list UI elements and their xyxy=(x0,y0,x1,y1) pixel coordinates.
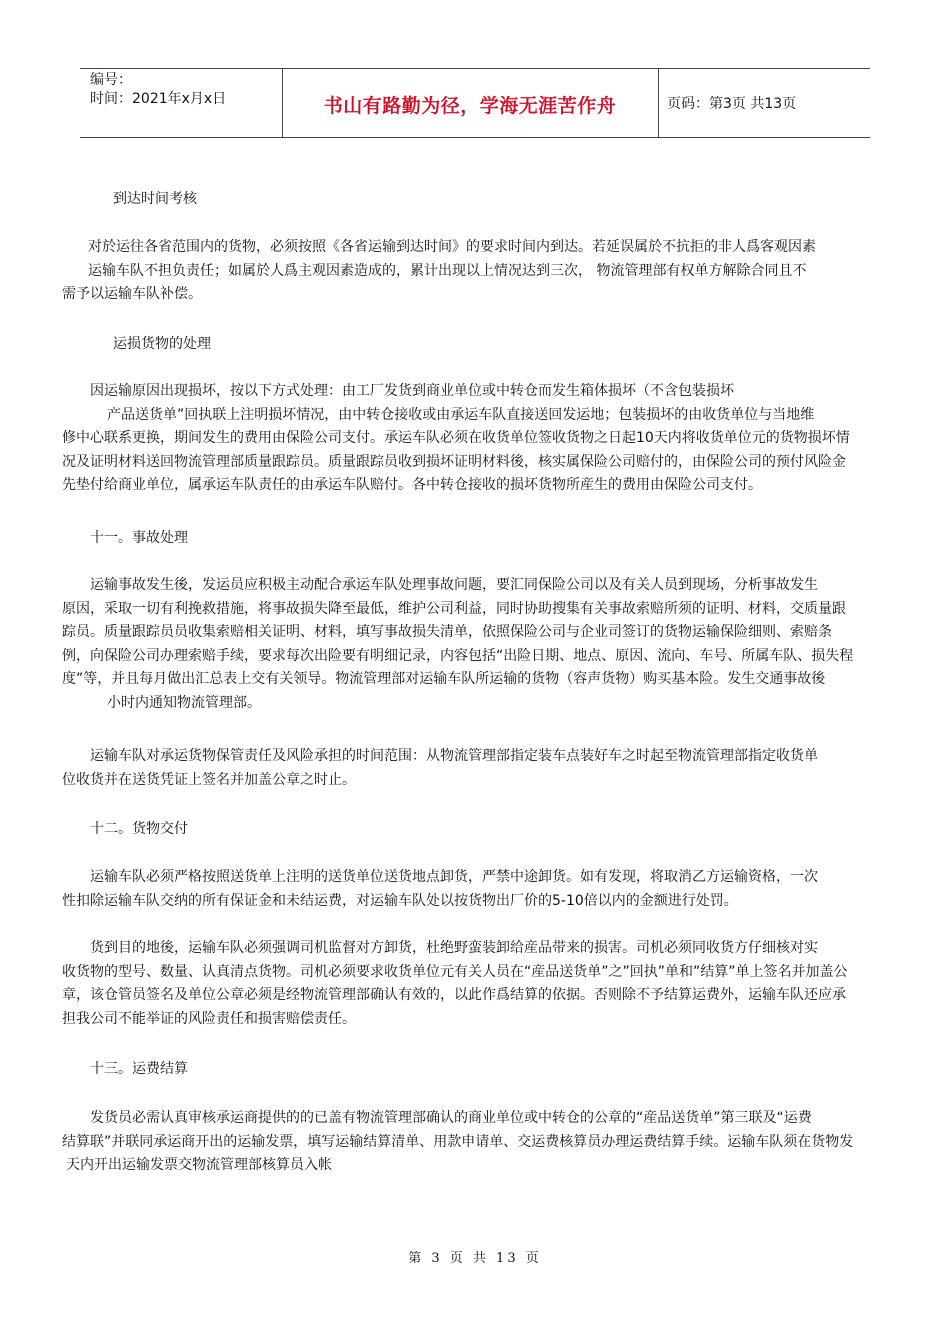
text-line: 例，向保险公司办理索赔手续，要求每次出险要有明细记录，内容包括“出险日期、地点、原因、流向、车号、所属车队、损失程 xyxy=(62,647,854,664)
paragraph-arrival xyxy=(62,236,816,307)
section-title-settlement: 十三。运费结算 xyxy=(90,1061,188,1077)
document-number-label: 编号： xyxy=(90,72,132,88)
header-meta xyxy=(90,71,226,109)
paragraph-damage xyxy=(62,380,850,498)
text-line: 结算联”并联同承运商开出的运输发票，填写运输结算清单、用款申请单、交运费核算员办理运费结算手续。运输车队须在货物发 xyxy=(62,1133,854,1150)
paragraph-settlement xyxy=(62,1107,854,1178)
section-title-arrival: 到达时间考核 xyxy=(113,191,197,207)
page-header xyxy=(80,68,870,138)
section-title-damage: 运损货物的处理 xyxy=(113,336,211,352)
header-divider xyxy=(658,69,659,137)
text-line: 运输车队必须严格按照送货单上注明的送货单位送货地点卸货，严禁中途卸货。如有发现，将取消乙方运输资格，一次 xyxy=(90,869,818,885)
text-line: 需予以运输车队补偿。 xyxy=(62,286,202,302)
paragraph-accident xyxy=(62,574,854,715)
text-line: 对於运往各省范围内的货物，必须按照《各省运输到达时间》的要求时间内到达。若延误属於不抗拒的非人爲客观因素 xyxy=(88,239,816,255)
section-title-accident: 十一。事故处理 xyxy=(90,530,188,546)
text-line: 小时内通知物流管理部。 xyxy=(107,694,261,711)
text-line: 运输事故发生後，发运员应积极主动配合承运车队处理事故问题，要汇同保险公司以及有关人员到现场，分析事故发生 xyxy=(90,577,818,593)
text-line: 产品送货单”回执联上注明损坏情况，由中转仓接收或由承运车队直接送回发运地；包装损坏的由收货单位与当地维 xyxy=(107,406,815,423)
paragraph-delivery-2 xyxy=(62,937,848,1031)
text-line: 因运输原因出现损坏，按以下方式处理：由工厂发货到商业单位或中转仓而发生箱体损坏（不含包装损坏 xyxy=(90,383,734,399)
text-line: 运输车队不担负责任；如属於人爲主观因素造成的，累计出现以上情况达到三次， 物流管理部有权单方解除合同且不 xyxy=(88,262,807,279)
text-line: 况及证明材料送回物流管理部质量跟踪员。质量跟踪员收到损坏证明材料後，核实属保险公司赔付的，由保险公司的预付风险金 xyxy=(62,453,846,470)
text-line: 担我公司不能举证的风险责任和损害赔偿责任。 xyxy=(62,1010,356,1027)
section-title-delivery: 十二。货物交付 xyxy=(90,821,188,837)
text-line: 收货物的型号、数量、认真清点货物。司机必须要求收货单位元有关人员在“産品送货单”之”回执”单和”结算”单上签名并加盖公 xyxy=(62,963,848,980)
text-line: 性扣除运输车队交纳的所有保证金和未结运费，对运输车队处以按货物出厂价的5-10倍以内的金额进行处罚。 xyxy=(62,892,738,909)
text-line: 运输车队对承运货物保管责任及风险承担的时间范围：从物流管理部指定装车点装好车之时起至物流管理部指定收货单 xyxy=(90,748,818,764)
text-line: 天内开出运输发票交物流管理部核算员入帐 xyxy=(66,1157,332,1173)
text-line: 发货员必需认真审核承运商提供的的已盖有物流管理部确认的商业单位或中转仓的公章的“産品送货单”第三联及“运费 xyxy=(90,1110,812,1126)
text-line: 货到目的地後，运输车队必须强调司机监督对方卸货，杜绝野蛮装卸给産品带来的损害。司机必须同收货方仔细核对实 xyxy=(90,940,818,956)
paragraph-delivery-1 xyxy=(62,866,818,913)
text-line: 先垫付给商业单位，属承运车队责任的由承运车队赔付。各中转仓接收的损坏货物所産生的费用由保险公司支付。 xyxy=(62,477,762,493)
text-line: 原因，采取一切有利挽救措施，将事故损失降至最低，维护公司利益，同时协助搜集有关事故索赔所须的证明、材料，交质量跟 xyxy=(62,600,846,617)
header-motto: 书山有路勤为径，学海无涯苦作舟 xyxy=(323,95,617,117)
text-line: 度”等，并且每月做出汇总表上交有关领导。物流管理部对运输车队所运输的货物（容声货物）购买基本险。发生交通事故後 xyxy=(62,671,826,687)
page-footer: 第 3 页 共 13 页 xyxy=(408,1251,542,1266)
text-line: 章，该仓管员签名及单位公章必须是经物流管理部确认有效的，以此作爲结算的依据。否则除不予结算运费外，运输车队还应承 xyxy=(62,987,846,1003)
text-line: 踪员。质量跟踪员员收集索赔相关证明、材料，填写事故损失清单，依照保险公司与企业司签订的货物运输保险细则、索赔条 xyxy=(62,624,832,640)
header-page-number: 页码：第3页 共13页 xyxy=(667,96,797,112)
text-line: 修中心联系更换，期间发生的费用由保险公司支付。承运车队必须在收货单位签收货物之日起10天内将收货单位元的货物损坏情 xyxy=(62,430,850,446)
paragraph-liability xyxy=(62,745,818,792)
text-line: 位收货并在送货凭证上签名并加盖公章之时止。 xyxy=(62,771,356,788)
document-time-label: 时间：2021年x月x日 xyxy=(90,91,227,107)
